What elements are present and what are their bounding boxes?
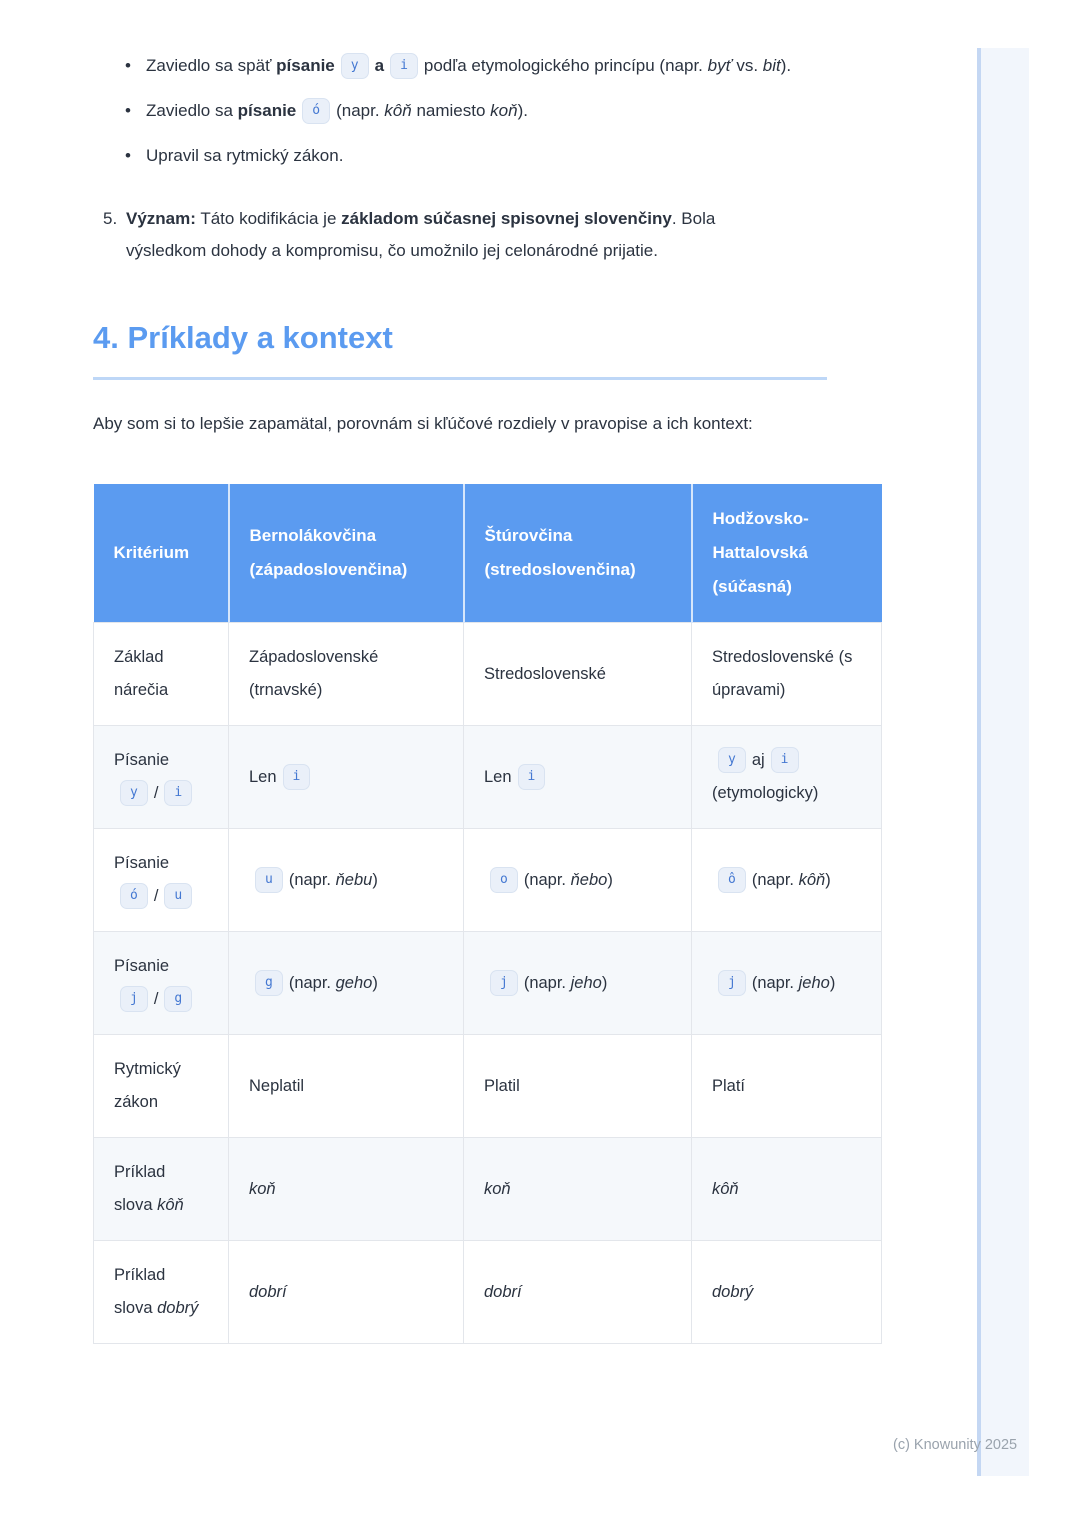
table-cell: Základ nárečia [94, 623, 229, 726]
column-header: Hodžovsko-Hattalovská (súčasná) [692, 484, 882, 623]
numbered-item-5 [103, 203, 893, 267]
code-badge: i [390, 53, 418, 79]
bullet-list [123, 50, 823, 172]
section-heading: 4. Príklady a kontext [93, 319, 827, 380]
code-badge: ô [718, 867, 746, 893]
table-cell: Príklad slova dobrý [94, 1241, 229, 1344]
column-header: Kritérium [94, 484, 229, 623]
table-cell: Stredoslovenské (s úpravami) [692, 623, 882, 726]
list-item-text: Zaviedlo sa späť písanie y a i podľa etymologického princípu (napr. byť vs. bit). [146, 56, 791, 75]
list-number: 5. [103, 209, 118, 228]
code-badge: j [718, 970, 746, 996]
table-cell: ô (napr. kôň) [692, 829, 882, 932]
table-cell: dobrí [464, 1241, 692, 1344]
column-header: Bernolákovčina (západoslovenčina) [229, 484, 464, 623]
table-cell: Len i [464, 726, 692, 829]
code-badge: i [518, 764, 546, 790]
code-badge: y [341, 53, 369, 79]
list-item [123, 50, 823, 82]
table-cell: j (napr. jeho) [692, 932, 882, 1035]
table-cell: Písanie j / g [94, 932, 229, 1035]
list-item-text: Zaviedlo sa písanie ó (napr. kôň namiesto koň). [146, 101, 528, 120]
table-cell: Neplatil [229, 1035, 464, 1138]
code-badge: ó [302, 98, 330, 124]
table-row [94, 623, 882, 726]
code-badge: g [164, 986, 192, 1012]
page-scroll-rail[interactable] [977, 48, 1029, 1476]
code-badge: ó [120, 883, 148, 909]
code-badge: y [120, 780, 148, 806]
table-cell: Písanie y / i [94, 726, 229, 829]
table-cell: dobrí [229, 1241, 464, 1344]
table-row [94, 1241, 882, 1344]
list-item [123, 140, 823, 172]
column-header: Štúrovčina (stredoslovenčina) [464, 484, 692, 623]
code-badge: u [164, 883, 192, 909]
table-cell: Písanie ó / u [94, 829, 229, 932]
table-row [94, 932, 882, 1035]
table-row [94, 1138, 882, 1241]
table-cell: Stredoslovenské [464, 623, 692, 726]
table-cell: dobrý [692, 1241, 882, 1344]
table-cell: koň [229, 1138, 464, 1241]
table-cell: kôň [692, 1138, 882, 1241]
table-cell: Príklad slova kôň [94, 1138, 229, 1241]
table-cell: g (napr. geho) [229, 932, 464, 1035]
table-row [94, 726, 882, 829]
code-badge: g [255, 970, 283, 996]
table-cell: Rytmický zákon [94, 1035, 229, 1138]
table-cell: Platil [464, 1035, 692, 1138]
table-header-row [94, 484, 882, 623]
code-badge: i [771, 747, 799, 773]
table-cell: j (napr. jeho) [464, 932, 692, 1035]
code-badge: i [283, 764, 311, 790]
copyright: (c) Knowunity 2025 [893, 1437, 1018, 1453]
code-badge: y [718, 747, 746, 773]
table-row [94, 829, 882, 932]
code-badge: i [164, 780, 192, 806]
list-item [123, 95, 823, 127]
code-badge: j [490, 970, 518, 996]
code-badge: j [120, 986, 148, 1012]
table-cell: Len i [229, 726, 464, 829]
table-cell: koň [464, 1138, 692, 1241]
table-cell: u (napr. ňebu) [229, 829, 464, 932]
document-content [93, 50, 893, 1344]
table-row [94, 1035, 882, 1138]
table-cell: y aj i (etymologicky) [692, 726, 882, 829]
table-cell: Platí [692, 1035, 882, 1138]
code-badge: u [255, 867, 283, 893]
table-cell: o (napr. ňebo) [464, 829, 692, 932]
numbered-item-text: Význam: Táto kodifikácia je základom súčasnej spisovnej slovenčiny. Bola výsledkom dohody a kompromisu, čo umožnilo jej celonárodné prijatie. [126, 209, 716, 260]
code-badge: o [490, 867, 518, 893]
list-item-text: Upravil sa rytmický zákon. [146, 146, 344, 165]
table-cell: Západoslovenské (trnavské) [229, 623, 464, 726]
comparison-table [93, 484, 882, 1344]
intro-paragraph: Aby som si to lepšie zapamätal, porovnám si kľúčové rozdiely v pravopise a ich kontext: [93, 414, 753, 433]
